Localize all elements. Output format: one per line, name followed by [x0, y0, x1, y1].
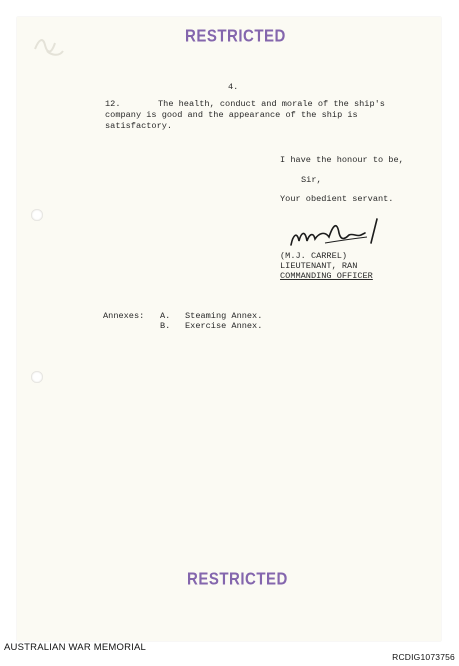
- signatory-title: COMMANDING OFFICER: [280, 271, 373, 281]
- signatory-rank: LIEUTENANT, RAN: [280, 261, 358, 271]
- restricted-stamp-bottom: RESTRICTED: [187, 569, 288, 590]
- paragraph-number: 12.: [105, 99, 121, 109]
- annexes-label: Annexes:: [103, 311, 145, 321]
- pencil-mark-icon: [29, 25, 69, 65]
- page-number: 4.: [228, 82, 239, 92]
- restricted-stamp-top: RESTRICTED: [185, 26, 286, 47]
- punch-hole-lower: [31, 371, 43, 383]
- annex-text-b: Exercise Annex.: [185, 321, 263, 331]
- archive-footer-left: AUSTRALIAN WAR MEMORIAL: [4, 642, 147, 653]
- document-page: [17, 17, 441, 641]
- punch-hole-upper: [31, 209, 43, 221]
- paragraph-line-2: company is good and the appearance of the ship is: [105, 110, 358, 120]
- closing-line-2: Sir,: [301, 175, 322, 185]
- closing-line-3: Your obedient servant.: [280, 194, 394, 204]
- paragraph-line-1: The health, conduct and morale of the ship's: [158, 99, 385, 109]
- paragraph-line-3: satisfactory.: [105, 121, 173, 131]
- handwritten-signature: [285, 213, 395, 253]
- annex-letter-a: A.: [160, 311, 171, 321]
- closing-line-1: I have the honour to be,: [280, 155, 404, 165]
- signatory-name: (M.J. CARREL): [280, 251, 348, 261]
- annex-text-a: Steaming Annex.: [185, 311, 263, 321]
- archive-footer-right: RCDIG1073756: [392, 652, 455, 662]
- annex-letter-b: B.: [160, 321, 171, 331]
